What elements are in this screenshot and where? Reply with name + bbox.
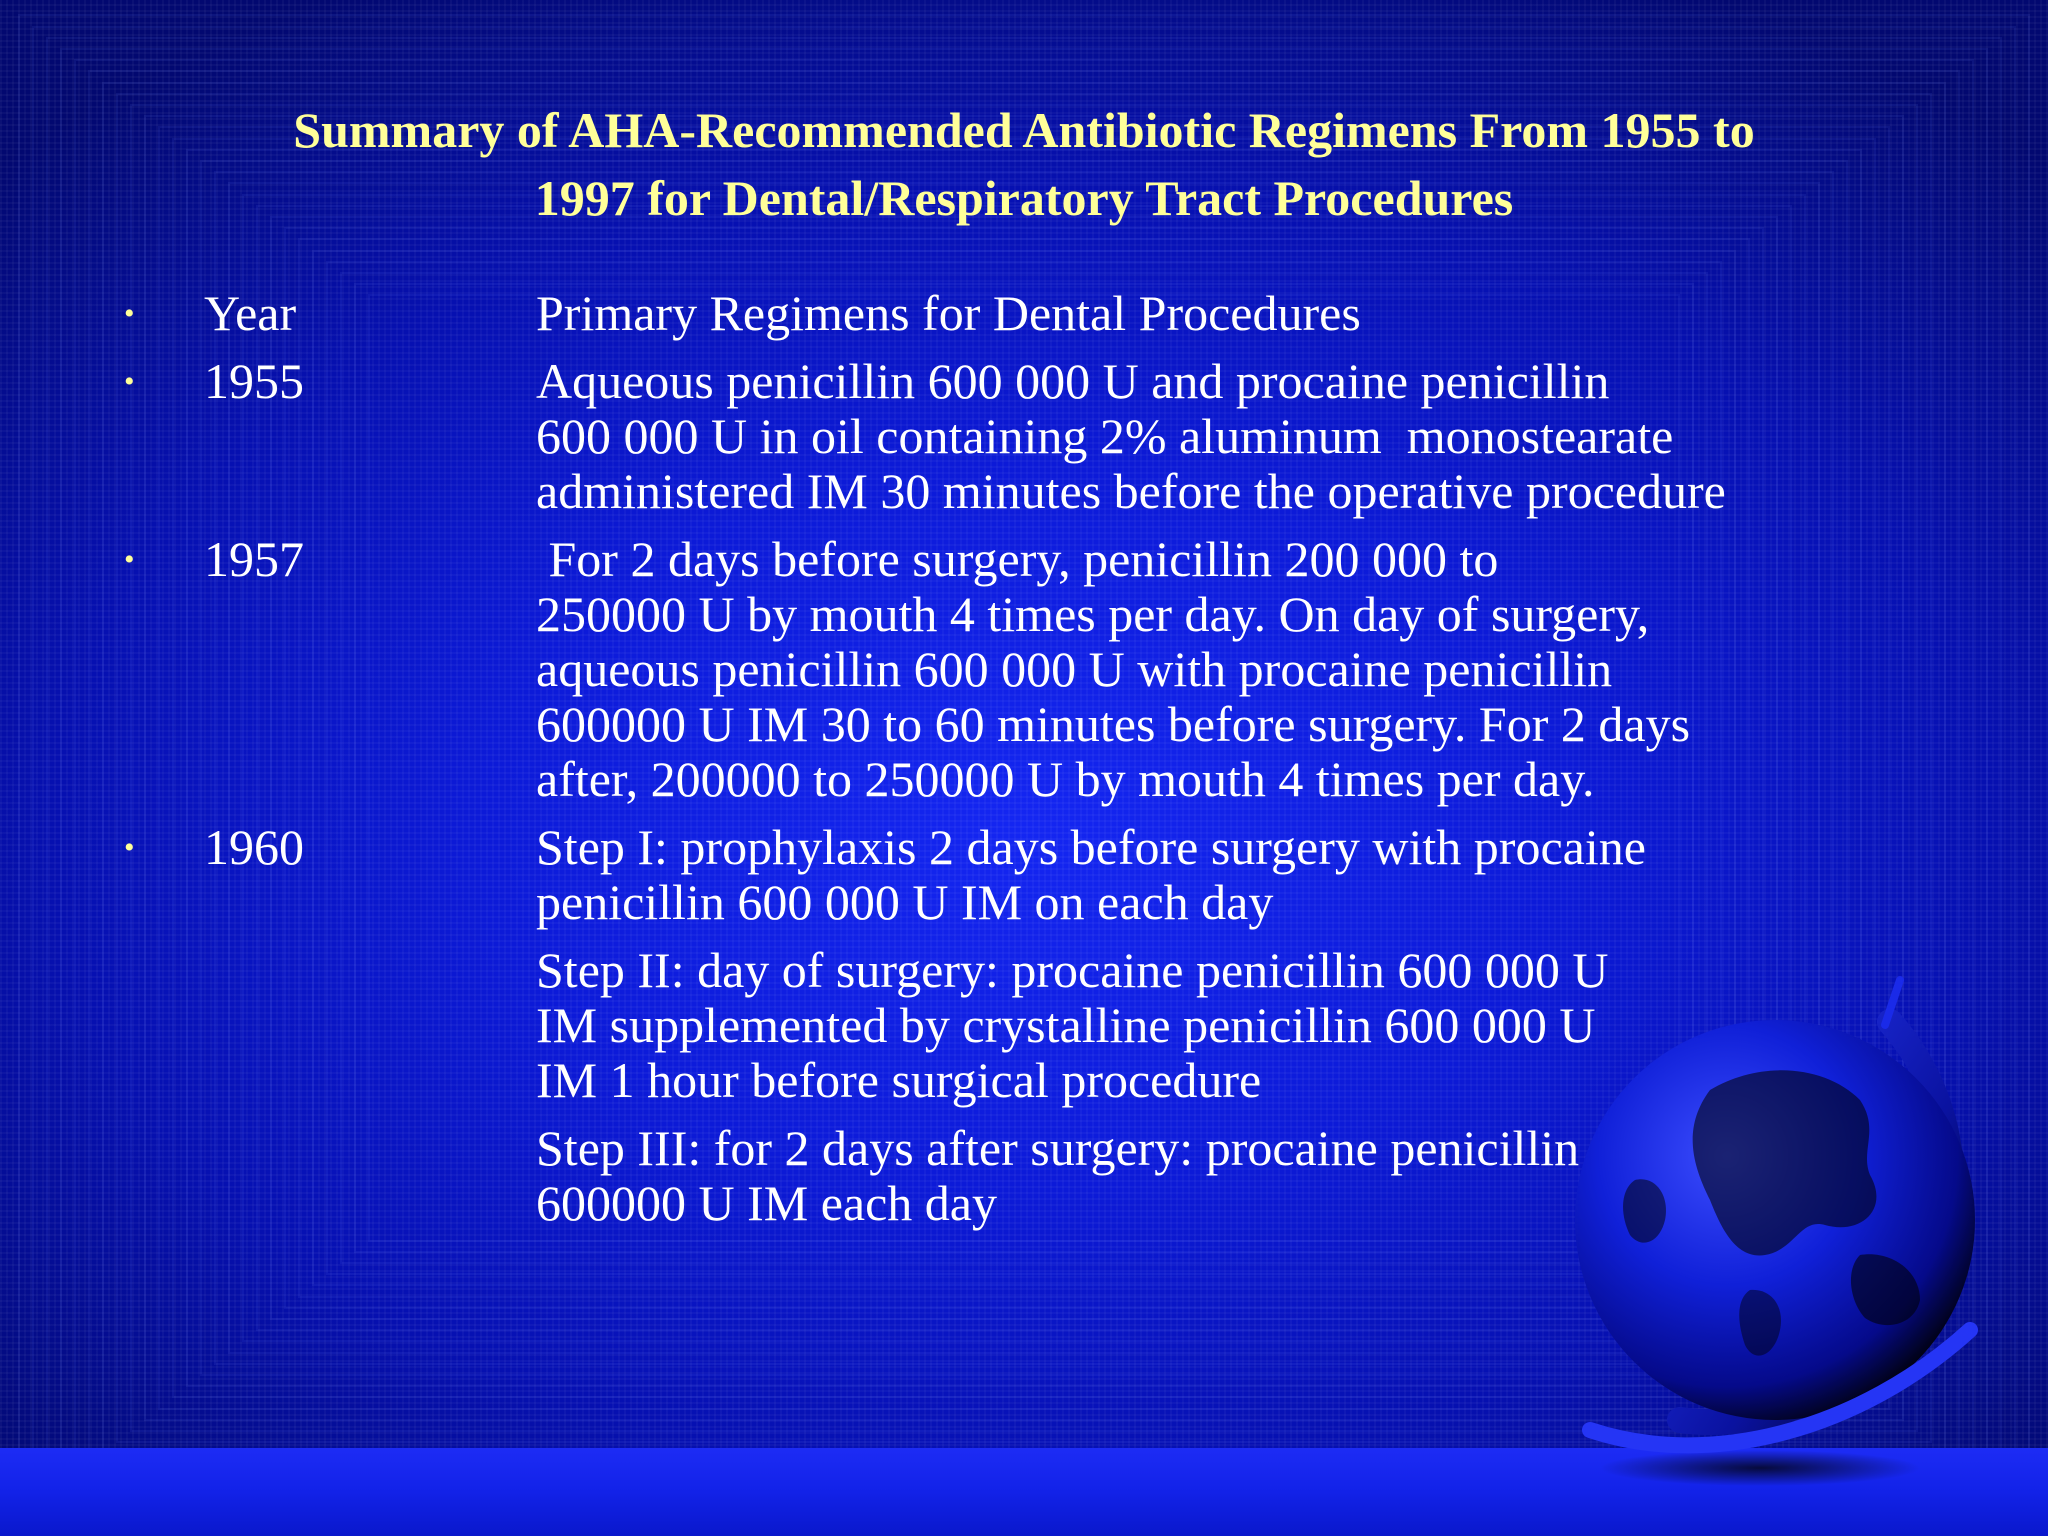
regimen-line: IM 1 hour before surgical procedure bbox=[536, 1052, 1262, 1108]
regimen-paragraph bbox=[536, 820, 1980, 930]
regimen-text bbox=[536, 286, 1980, 341]
regimen-text bbox=[536, 532, 1980, 807]
regimen-line: IM supplemented by crystalline penicillin 600 000 U bbox=[536, 997, 1596, 1053]
title-line-1: Summary of AHA-Recommended Antibiotic Regimens From 1955 to bbox=[293, 102, 1755, 158]
bullet-icon: • bbox=[124, 297, 135, 330]
regimen-line: 600000 U IM each day bbox=[536, 1175, 997, 1231]
bullet-icon: • bbox=[124, 543, 135, 576]
regimen-line: administered IM 30 minutes before the operative procedure bbox=[536, 463, 1726, 519]
bullet-icon: • bbox=[124, 831, 135, 864]
regimen-line: penicillin 600 000 U IM on each day bbox=[536, 874, 1274, 930]
regimen-line: For 2 days before surgery, penicillin 200 000 to bbox=[536, 531, 1499, 587]
regimen-year: 1960 bbox=[204, 819, 304, 875]
regimen-row bbox=[0, 532, 1980, 807]
regimen-row bbox=[0, 354, 1980, 519]
regimen-line: 250000 U by mouth 4 times per day. On day of surgery, bbox=[536, 586, 1650, 642]
regimen-line: Primary Regimens for Dental Procedures bbox=[536, 285, 1361, 341]
regimen-year: 1955 bbox=[204, 353, 304, 409]
regimen-paragraph bbox=[536, 532, 1980, 807]
slide-title bbox=[120, 96, 1928, 232]
globe-icon bbox=[1560, 970, 2040, 1490]
regimen-paragraph bbox=[536, 286, 1980, 341]
regimen-row bbox=[0, 286, 1980, 341]
regimen-year: 1957 bbox=[204, 531, 304, 587]
bullet-icon: • bbox=[124, 365, 135, 398]
regimen-line: aqueous penicillin 600 000 U with procaine penicillin bbox=[536, 641, 1613, 697]
regimen-line: Step II: day of surgery: procaine penicillin 600 000 U bbox=[536, 942, 1609, 998]
regimen-line: Step III: for 2 days after surgery: procaine penicillin bbox=[536, 1120, 1580, 1176]
regimen-paragraph bbox=[536, 354, 1980, 519]
regimen-year: Year bbox=[204, 285, 297, 341]
regimen-line: Step I: prophylaxis 2 days before surgery with procaine bbox=[536, 819, 1646, 875]
title-line-2: 1997 for Dental/Respiratory Tract Procedures bbox=[534, 170, 1514, 226]
regimen-text bbox=[536, 354, 1980, 519]
regimen-line: 600000 U IM 30 to 60 minutes before surgery. For 2 days bbox=[536, 696, 1691, 752]
regimen-line: after, 200000 to 250000 U by mouth 4 times per day. bbox=[536, 751, 1595, 807]
regimen-line: Aqueous penicillin 600 000 U and procaine penicillin bbox=[536, 353, 1610, 409]
regimen-line: 600 000 U in oil containing 2% aluminum monostearate bbox=[536, 408, 1674, 464]
